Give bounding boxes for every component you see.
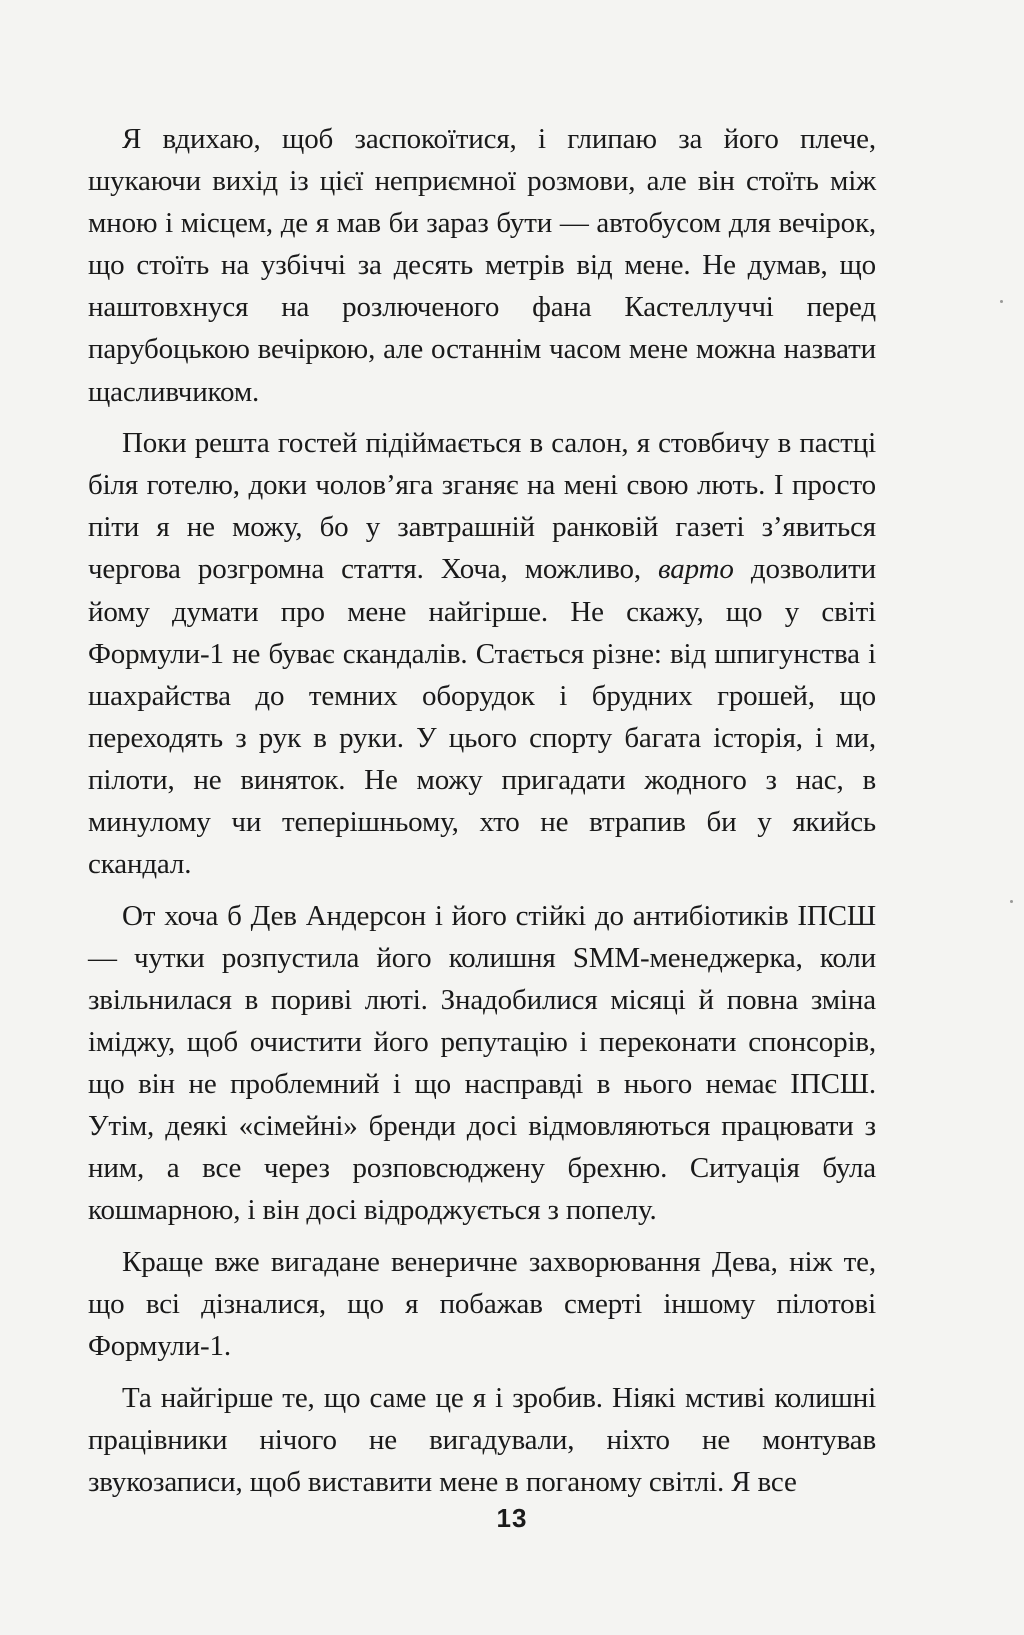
paragraph-4 [88, 1241, 876, 1367]
paragraph-4-text: Краще вже вигадане венеричне захворювання Дева, ніж те, що всі дізналися, що я побажав смерті іншому пілотові Формули-1. [88, 1245, 876, 1363]
paragraph-5-text: Та найгірше те, що саме це я і зробив. Ніякі мстиві колишні працівники нічого не вигадували, ніхто не монтував звукозаписи, щоб виставити мене в поганому світлі. Я все [88, 1381, 876, 1498]
body-text [88, 118, 876, 1503]
scan-speck [1010, 900, 1013, 903]
paragraph-2-text-after: дозволити йому думати про мене найгірше. Не скажу, що у світі Формули-1 не буває скандалів. Стається різне: від шпигунства і шахрайства до темних оборудок і брудних грошей, що переходять з рук в руки. У цього спорту багата історія, і ми, пілоти, не виняток. Не можу пригадати жодного з нас, в минулому чи теперішньому, хто не втрапив би у якийсь скандал. [88, 553, 876, 881]
paragraph-2-text-before: Поки решта гостей підіймається в салон, я стовбичу в пастці біля готелю, доки чолов’яга зганяє на мені свою лють. І просто піти я не можу, бо у завтрашній ранковій газеті з’явиться чергова розгромна стаття. Хоча, можливо, [88, 427, 876, 586]
paragraph-1 [88, 118, 876, 413]
paragraph-1-text: Я вдихаю, щоб заспокоїтися, і глипаю за його плече, шукаючи вихід із цієї неприємної розмови, але він стоїть між мною і місцем, де я мав би зараз бути — автобусом для вечірок, що стоїть на узбіччі за десять метрів від мене. Не думав, що наштовхнуся на розлюченого фана Кастеллуччі перед парубоцькою вечіркою, але останнім часом мене можна назвати щасливчиком. [88, 123, 876, 408]
scan-speck [1000, 300, 1003, 303]
page-number: 13 [496, 1503, 528, 1533]
paragraph-2 [88, 422, 876, 885]
paragraph-5 [88, 1377, 876, 1503]
paragraph-3 [88, 895, 876, 1232]
emphasized-word: варто [658, 553, 734, 586]
paragraph-3-text: От хоча б Дев Андерсон і його стійкі до антибіотиків ІПСШ — чутки розпустила його колишня SMM-менеджерка, коли звільнилася в пориві люті. Знадобилися місяці й повна зміна іміджу, щоб очистити його репутацію і переконати спонсорів, що він не проблемний і що насправді в нього немає ІПСШ. Утім, деякі «сімейні» бренди досі відмовляються працювати з ним, а все через розповсюджену брехню. Ситуація була кошмарною, і він досі відроджується з попелу. [88, 899, 876, 1227]
